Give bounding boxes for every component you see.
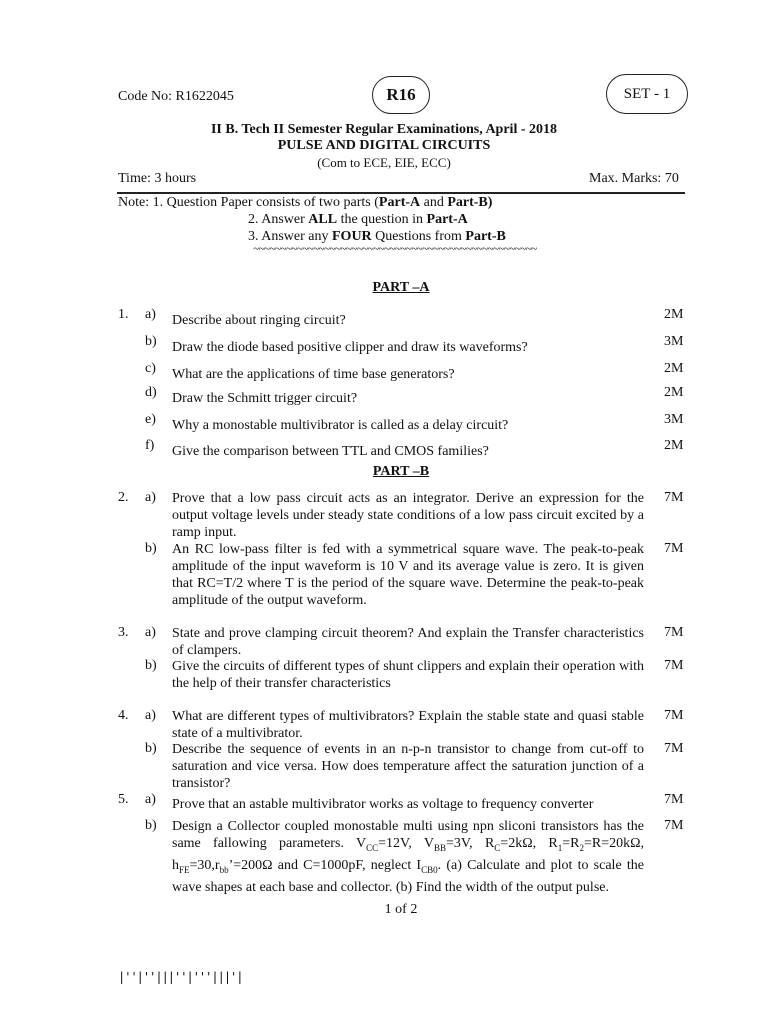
q5-b-subscript: BB: [433, 842, 446, 853]
q4-a-label: a): [145, 708, 156, 723]
q1-label: d): [145, 385, 157, 400]
q4-b-label: b): [145, 741, 157, 756]
part-a-title: PART –A: [372, 280, 430, 295]
note-2-text: 2. Answer: [248, 212, 309, 227]
q2-a-label: a): [145, 490, 156, 505]
set-text: SET - 1: [623, 86, 671, 102]
q4-b-text: Describe the sequence of events in an n-p-n transistor to change from cut-off to saturation and vice versa. How does temperature affect the saturation junction of a transistor?: [172, 742, 644, 791]
q1-label: c): [145, 361, 156, 376]
header-divider: [117, 192, 685, 194]
note-2-mid: the question in: [337, 212, 427, 227]
subject-name: PULSE AND DIGITAL CIRCUITS: [277, 138, 491, 153]
q5-b-subscript: 2: [579, 842, 584, 853]
note-2-bold-b: Part-A: [426, 212, 468, 227]
q4-b-marks: 7M: [664, 741, 684, 756]
q5-b-subscript: CB0: [421, 864, 438, 875]
q5-a-text: Prove that an astable multivibrator works as voltage to frequency converter: [172, 797, 594, 812]
q1-text: What are the applications of time base generators?: [172, 367, 455, 382]
note-1: [118, 195, 492, 211]
note-1-text: Note: 1. Question Paper consists of two parts (: [118, 195, 379, 210]
q5-b-part: =R=20kΩ, h: [172, 836, 645, 873]
q5-b-subscript: C: [494, 842, 501, 853]
q2-a-marks: 7M: [664, 490, 684, 505]
q2-number: 2.: [118, 490, 129, 505]
q5-b-subscript: FE: [179, 864, 190, 875]
exam-title: [0, 122, 768, 138]
q5-b-subscript: bb: [219, 864, 229, 875]
note-3-bold-b: Part-B: [465, 229, 506, 244]
q5-a-label: a): [145, 792, 156, 807]
q3-b-label: b): [145, 658, 157, 673]
q5-b-part: =12V, V: [378, 836, 434, 851]
branches: (Com to ECE, EIE, ECC): [317, 155, 451, 170]
q1-text: Draw the Schmitt trigger circuit?: [172, 391, 358, 406]
q1-label: a): [145, 307, 156, 322]
q1-marks: 3M: [664, 334, 684, 349]
code-number: Code No: R1622045: [118, 89, 234, 104]
q1-marks: 2M: [664, 385, 684, 400]
q1-marks: 2M: [664, 438, 684, 453]
q1-text: Give the comparison between TTL and CMOS families?: [172, 444, 489, 459]
q2-a-text: Prove that a low pass circuit acts as an integrator. Derive an expression for the output voltage levels under steady state conditions of a low pass circuit excited by a ramp input.: [172, 491, 644, 540]
q1-text: Draw the diode based positive clipper and draw its waveforms?: [172, 340, 528, 355]
q1-marks: 2M: [664, 361, 684, 376]
note-3-mid: Questions from: [371, 229, 466, 244]
q5-a-marks: 7M: [664, 792, 684, 807]
q1-number: 1.: [118, 307, 129, 322]
q1-text: Why a monostable multivibrator is called as a delay circuit?: [172, 418, 509, 433]
note-2: [248, 212, 468, 228]
regulation-badge: [372, 76, 430, 114]
exam-name: II B. Tech II Semester Regular Examinations, April - 2018: [210, 122, 557, 137]
q5-b-label: b): [145, 818, 157, 833]
q5-b-part: =3V, R: [445, 836, 495, 851]
q5-b-part: =2kΩ, R: [500, 836, 558, 851]
q1-text: Describe about ringing circuit?: [172, 313, 346, 328]
q3-b-marks: 7M: [664, 658, 684, 673]
note-3-text: 3. Answer any: [248, 229, 332, 244]
q5-number: 5.: [118, 792, 129, 807]
q1-label: f): [145, 438, 155, 453]
q2-b-text: An RC low-pass filter is fed with a symmetrical square wave. The peak-to-peak amplitude of the input waveform is 10 V and its average value is zero. It is given that RC=T/2 where T is the period of the square wave. Determine the peak-to-peak amplitude of the output waveform.: [172, 542, 644, 608]
q5-b-part: =30,r: [189, 857, 220, 873]
note-3-bold-a: FOUR: [332, 229, 372, 244]
q3-number: 3.: [118, 625, 129, 640]
q4-a-marks: 7M: [664, 708, 684, 723]
subject-title: [0, 138, 768, 154]
part-a-heading: [0, 280, 768, 296]
q1-label: b): [145, 334, 157, 349]
q5-b-marks: 7M: [664, 818, 684, 833]
part-b-title: PART –B: [372, 464, 430, 479]
q5-b-part: Design a Collector coupled monostable multi using npn sliconi transistors has the same fallowing parameters. V: [172, 819, 644, 851]
barcode: |''|''|||''|'''|||'|: [118, 970, 243, 984]
note-1-bold-b: Part-B): [447, 195, 493, 210]
q5-b-subscript: CC: [366, 842, 379, 853]
q5-b-text: [172, 818, 644, 896]
max-marks-label: Max. Marks: 70: [589, 171, 679, 186]
tilde-separator: ~~~~~~~~~~~~~~~~~~~~~~~~~~~~~~~~~~~~~~~~~~~~~~~~~~~~: [253, 243, 537, 255]
regulation-text: R16: [386, 85, 416, 104]
q5-b-part: =R: [562, 836, 580, 851]
q5-b-part: ’=200Ω and C=1000pF, neglect I: [228, 857, 422, 873]
q3-a-marks: 7M: [664, 625, 684, 640]
q4-number: 4.: [118, 708, 129, 723]
set-badge: [606, 74, 688, 114]
time-label: Time: 3 hours: [118, 171, 197, 186]
part-b-heading: [0, 464, 768, 480]
q1-label: e): [145, 412, 156, 427]
q1-marks: 2M: [664, 307, 684, 322]
q1-marks: 3M: [664, 412, 684, 427]
note-1-bold-a: Part-A: [378, 195, 421, 210]
q5-b-subscript: 1: [557, 842, 563, 853]
q2-b-marks: 7M: [664, 541, 684, 556]
note-1-mid: and: [420, 195, 448, 210]
note-2-bold-a: ALL: [308, 212, 338, 227]
q3-a-text: State and prove clamping circuit theorem? And explain the Transfer characteristics of clampers.: [172, 626, 644, 658]
page-number: 1 of 2: [384, 902, 418, 917]
q5-b-part: . (a) Calculate and plot to scale the wave shapes at each base and collector. (b) Find the width of the output pulse.: [172, 857, 644, 895]
q3-a-label: a): [145, 625, 156, 640]
q4-a-text: What are different types of multivibrators? Explain the stable state and quasi stable state of a multivibrator.: [172, 709, 644, 741]
q2-b-label: b): [145, 541, 157, 556]
q3-b-text: Give the circuits of different types of shunt clippers and explain their operation with the help of their transfer characteristics: [172, 659, 644, 691]
